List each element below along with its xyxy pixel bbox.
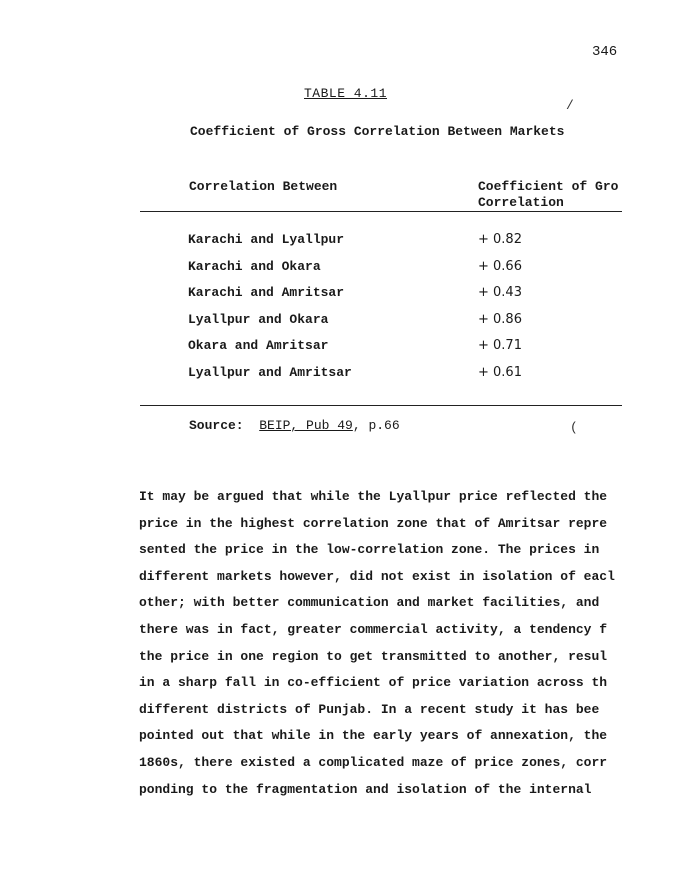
coefficient-value: + 0.61 [478, 364, 522, 380]
coefficient-value: + 0.82 [478, 232, 522, 247]
source-page: , p.66 [352, 418, 400, 433]
header-correlation-between: Correlation Between [189, 179, 338, 194]
table-source [189, 418, 400, 433]
pencil-mark: ( [570, 420, 578, 435]
coefficient-value: + 0.86 [478, 311, 522, 327]
table-row [188, 285, 628, 312]
paragraph-line: ponding to the fragmentation and isolation of the internal [139, 781, 592, 797]
table-top-rule [140, 211, 622, 212]
table-title: TABLE 4.11 [304, 86, 388, 101]
market-pair: Lyallpur and Okara [188, 311, 329, 327]
table-row [188, 338, 628, 365]
paragraph-line: pointed out that while in the early years of annexation, the [139, 728, 608, 744]
paragraph-line: the price in one region to get transmitted to another, resul [139, 648, 608, 664]
paragraph-line: price in the highest correlation zone that of Amritsar repre [139, 515, 608, 531]
page-number: 346 [592, 44, 618, 60]
table-bottom-rule [140, 405, 622, 406]
market-pair: Lyallpur and Amritsar [188, 364, 352, 380]
body-paragraph [139, 484, 625, 803]
header-coefficient [478, 179, 623, 211]
paragraph-line: other; with better communication and market facilities, and [139, 595, 600, 611]
paragraph-line: different markets however, did not exist in isolation of eacl [139, 568, 615, 584]
market-pair: Karachi and Amritsar [188, 285, 345, 301]
source-reference: BEIP, Pub 49 [259, 418, 353, 433]
coefficient-value: + 0.71 [478, 338, 522, 354]
paragraph-line: It may be argued that while the Lyallpur price reflected the [139, 489, 608, 504]
market-pair: Okara and Amritsar [188, 338, 329, 354]
table-body [188, 232, 628, 392]
market-pair: Karachi and Okara [188, 258, 321, 274]
paragraph-line: different districts of Punjab. In a recent study it has bee [139, 701, 600, 717]
pencil-mark: / [566, 98, 574, 113]
table-row [188, 232, 628, 259]
market-pair: Karachi and Lyallpur [188, 232, 345, 247]
table-row [188, 365, 628, 392]
paragraph-line: sented the price in the low-correlation zone. The prices in [139, 542, 600, 558]
source-label: Source: [189, 418, 244, 433]
header-coefficient-line1: Coefficient of Gro [478, 179, 619, 194]
coefficient-value: + 0.43 [478, 285, 522, 301]
table-caption: Coefficient of Gross Correlation Between Markets [190, 124, 565, 139]
paragraph-line: 1860s, there existed a complicated maze of price zones, corr [139, 754, 608, 770]
coefficient-value: + 0.66 [478, 258, 522, 274]
header-coefficient-line2: Correlation [478, 195, 564, 210]
paragraph-line: in a sharp fall in co-efficient of price variation across th [139, 675, 608, 691]
table-row [188, 259, 628, 286]
paragraph-line: there was in fact, greater commercial activity, a tendency f [139, 621, 608, 637]
table-row [188, 312, 628, 339]
